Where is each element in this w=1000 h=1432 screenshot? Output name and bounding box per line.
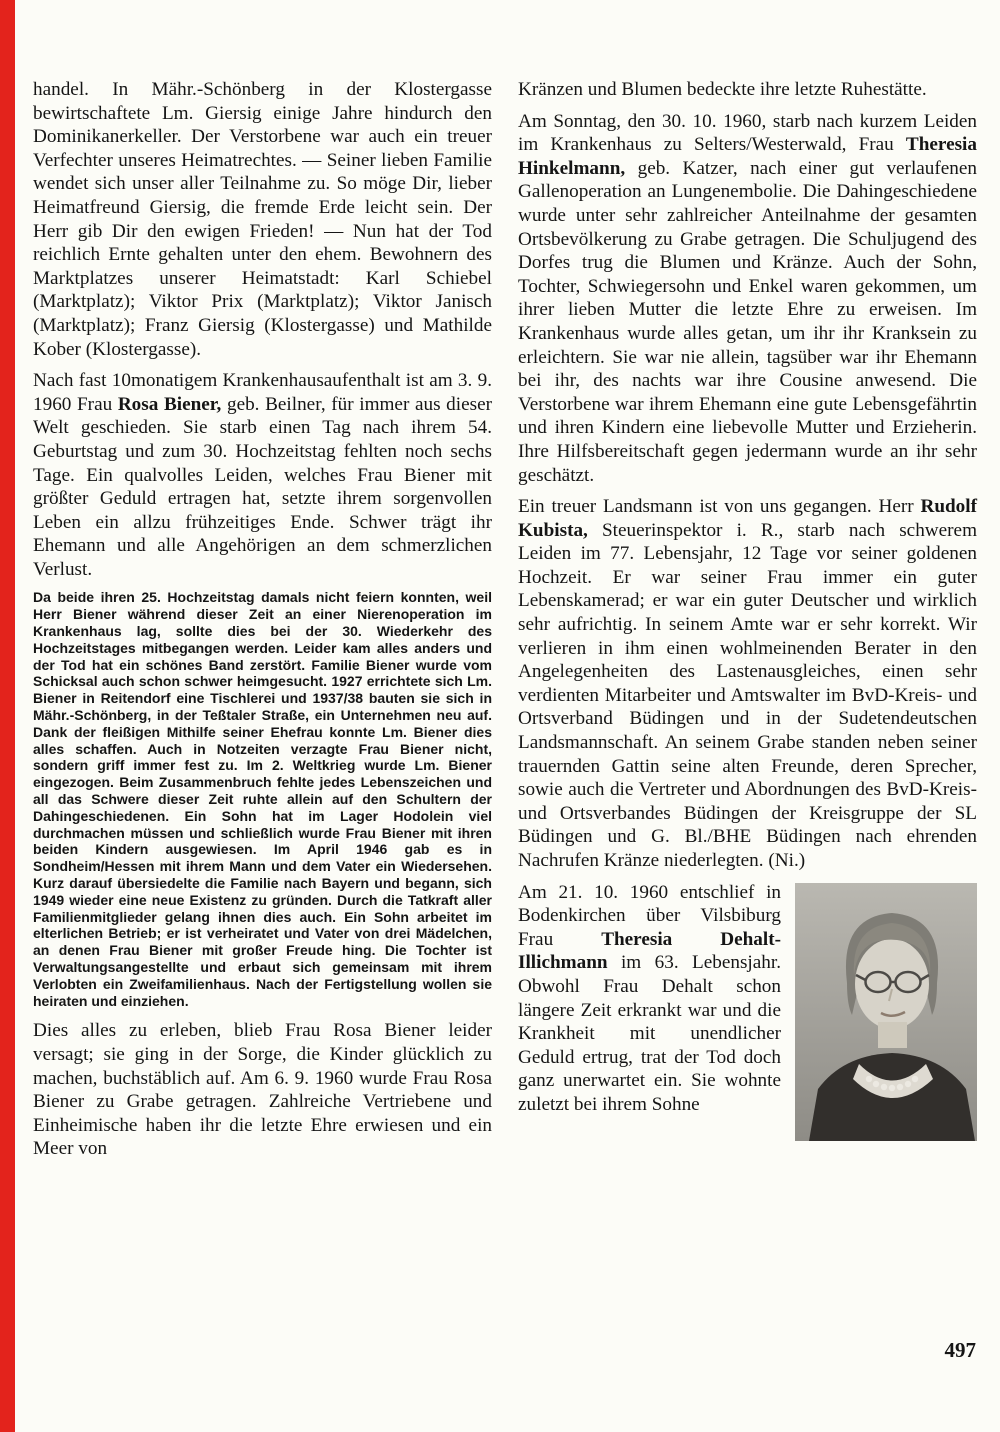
text-run: handel. In Mähr.-Schönberg in der Klostergasse bewirtschaftete Lm. Giersig einige Jahre hindurch den Dominikanerkeller. Der Verstorbene war auch ein treuer Verfechter unseres Heimatrechtes. — Seiner lieben Familie wendet sich unser aller Teilnahme zu. So möge Dir, lieber Heimatfreund Giersig, die fremde Erde leicht sein. Der Herr gib Dir den ewigen Frieden! — Nun hat der Tod reichlich Ernte gehalten unter den ehem. Bewohnern des Marktplatzes unserer Heimatstadt: Karl Schiebel (Marktplatz); Viktor Prix (Marktplatz); Viktor Janisch (Marktplatz); Franz Giersig (Klostergasse) und Mathilde Kober (Klostergasse).: [33, 79, 492, 360]
text-run: Ein treuer Landsmann ist von uns gegangen. Herr: [518, 496, 921, 518]
text-run: Da beide ihren 25. Hochzeitstag damals nicht feiern konnten, weil Herr Biener während dieser Zeit an einer Nierenoperation im Krankenhaus lag, sollte dies bei der 30. Wiederkehr des Hochzeitstages mitbegangen werden. Leider kam alles anders und der Tod hat ein schönes Band zerstört. Familie Biener wurde vom Schicksal auch schon schwer heimgesucht. 1927 errichtete sich Lm. Biener in Reitendorf eine Tischlerei und 1937/38 bauten sie sich in Mähr.-Schönberg, in der Teßtaler Straße, ein Unternehmen neu auf. Dank der fleißigen Mithilfe seiner Ehefrau konnte Lm. Biener dies alles schaffen. Auch in Notzeiten verzagte Frau Biener nicht, sondern griff immer fest zu. Im 2. Weltkrieg wurde Lm. Biener eingezogen. Beim Zusammenbruch fehlte jedes Lebenszeichen und all das Schwere dieser Zeit ruhte allein auf den Schultern der Dahingeschiedenen. Ein Sohn hat im Lager Hodolein viel durchmachen müssen und schließlich wurde Frau Biener mit ihren beiden Kindern ausgewiesen. Im April 1946 gab es in Sondheim/Hessen mit ihrem Mann und dem Vater ein Wiedersehen. Kurz darauf übersiedelte die Familie nach Bayern und begann, sich 1949 wieder eine neue Existenz zu gründen. Durch die Tatkraft aller Familienmitglieder gelang ihnen dies auch. Ein Sohn arbeitet im elterlichen Betrieb; er ist verheiratet und Vater von drei Mädelchen, an denen Frau Biener mit großer Freude hing. Die Tochter ist Verwaltungsangestellte und erbaut sich gemeinsam mit ihrem Verlobten ein Zweifamilienhaus. Nach der Fertigstellung wollen sie heiraten und einziehen.: [33, 589, 492, 1009]
text-run: Am 21. 10. 1960 entschlief in Bodenkirchen über Vilsbiburg Frau: [518, 881, 781, 950]
page-body: [33, 78, 977, 1169]
paragraph: [518, 110, 977, 488]
portrait-photo: [795, 883, 977, 1141]
text-run: geb. Beilner, für immer aus dieser Welt geschieden. Sie starb einen Tag nach ihrem 54. Geburtstag und zum 30. Hochzeitstag fehlten noch sechs Tage. Ein qualvolles Leiden, welches Frau Biener mit größter Geduld ertragen hat, setzte ihrem sorgenvollen Leben ein allzu frühzeitiges Ende. Schwer trägt ihr Ehemann und alle Angehörigen an dem schmerzlichen Verlust.: [33, 393, 492, 580]
paragraph: [33, 589, 492, 1009]
paragraph: [33, 1019, 492, 1161]
paragraph: [518, 78, 977, 102]
red-edge-bar: [0, 0, 15, 1432]
paragraph: [518, 495, 977, 873]
text-run: Nach fast 10monatigem Krankenhausaufenthalt ist am 3. 9. 1960 Frau: [33, 370, 492, 415]
text-run: Dies alles zu erleben, blieb Frau Rosa Biener leider versagt; sie ging in der Sorge, die Kinder glücklich zu machen, buchstäblich auf. Am 6. 9. 1960 wurde Frau Rosa Biener zu Grabe getragen. Zahlreiche Vertriebene und Einheimische haben ihr die letzte Ehre erwiesen und ein Meer von: [33, 1020, 492, 1160]
right-column: [518, 78, 977, 1169]
paragraph: [33, 78, 492, 361]
name-emphasis: Rosa Biener,: [117, 393, 222, 415]
text-run: geb. Katzer, nach einer gut verlaufenen Gallenoperation an Lungenembolie. Die Dahingeschiedene wurde unter sehr zahlreicher Anteilnahme der gesamten Ortsbevölkerung zu Grabe getragen. Die Schuljugend des Dorfes trug die Blumen und Kränze. Auch der Sohn, Tochter, Schwiegersohn und Enkel waren gekommen, um ihrer lieben Mutter die letzte Ehre zu erweisen. Im Krankenhaus wurde alles getan, um ihr ihr Kranksein zu erleichtern. Sie war nie allein, tagsüber war ihr Ehemann bei ihr, des nachts war ihre Cousine anwesend. Die Verstorbene war ihrem Ehemann eine gute Lebensgefährtin und ihren Kindern eine liebevolle Mutter und Erzieherin. Ihre Hilfsbereitschaft gegen jedermann wurde an ihr sehr geschätzt.: [518, 157, 977, 486]
name-emphasis: Rudolf Kubista,: [518, 496, 977, 541]
paragraph: [33, 369, 492, 581]
right-column-bottom: [518, 881, 977, 1147]
text-run: Kränzen und Blumen bedeckte ihre letzte Ruhestätte.: [518, 79, 927, 100]
name-emphasis: Theresia Dehalt-Illichmann: [518, 928, 782, 974]
text-run: im 63. Lebensjahr. Obwohl Frau Dehalt schon längere Zeit erkrankt war und die Krankheit mit unendlicher Geduld ertrug, trat der Tod doch ganz unerwartet ein. Sie wohnte zuletzt bei ihrem Sohne: [518, 952, 781, 1115]
text-run: Steuerinspektor i. R., starb nach schwerem Leiden im 77. Lebensjahr, 12 Tage vor seiner goldenen Hochzeit. Er war seiner Frau immer ein guter Lebenskamerad; er war ein guter Deutscher und wirklich sehr aufrichtig. In seinem Amte war er sehr korrekt. Wir verlieren in ihm einen wohlmeinenden Berater in den Angelegenheiten des Lastenausgleiches, einen sehr verdienten Mitarbeiter und Amtswalter im BvD-Kreis- und Ortsverband Büdingen und in der Sudetendeutschen Landsmannschaft. An seinem Grabe standen neben seiner trauernden Gattin seine alten Freunde, deren Sprecher, sowie auch die Vertreter und Abordnungen des BvD-Kreis- und Ortsverbandes Büdingen der Kreisgruppe der SL Büdingen und G. Bl./BHE Büdingen nach ehrenden Nachrufen Kränze niederlegten. (Ni.): [518, 519, 977, 871]
right-column-top: [518, 78, 977, 873]
portrait-photo-image: [795, 883, 977, 1141]
left-column: [33, 78, 492, 1169]
text-run: Am Sonntag, den 30. 10. 1960, starb nach kurzem Leiden im Krankenhaus zu Selters/Westerwald, Frau: [518, 110, 977, 156]
name-emphasis: Theresia Hinkelmann,: [518, 134, 977, 179]
page-number: 497: [944, 1338, 976, 1362]
